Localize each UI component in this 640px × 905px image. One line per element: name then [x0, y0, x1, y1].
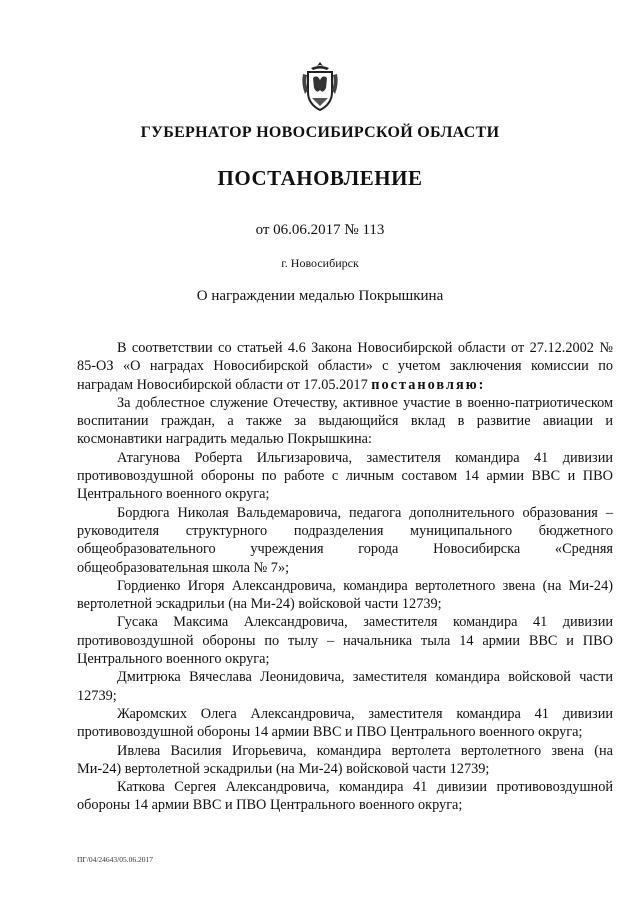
preamble-paragraph	[77, 339, 613, 394]
awardee-paragraph: Гордиенко Игоря Александровича, командира вертолетного звена (на Ми-24) вертолетной эскадрильи (на Ми-24) войсковой части 12739;	[77, 577, 613, 613]
awardee-paragraph: Каткова Сергея Александровича, командира 41 дивизии противовоздушной обороны 14 армии ВВС и ПВО Центрального военного округа;	[77, 779, 613, 814]
awardee-paragraph: Дмитрюка Вячеслава Леонидовича, заместителя командира войсковой части 12739;	[77, 669, 613, 704]
awardee-paragraph: Атагунова Роберта Ильгизаровича, заместителя командира 41 дивизии противовоздушной обороны по работе с личным составом 14 армии ВВС и ПВО Центрального военного округа;	[77, 449, 613, 503]
awardee-paragraph: Гусака Максима Александровича, заместителя командира 41 дивизии противовоздушной обороны по тылу – начальника тыла 14 армии ВВС и ПВО Центрального военного округа;	[77, 614, 613, 668]
awardee-paragraph: Ивлева Василия Игорьевича, командира вертолета вертолетного звена (на Ми-24) вертолетной эскадрильи (на Ми-24) войсковой части 12739;	[77, 742, 613, 777]
decree-word: постановляю:	[371, 376, 486, 393]
preamble-text: В соответствии со статьей 4.6 Закона Новосибирской области от 27.12.2002 № 85-ОЗ «О наградах Новосибирской области» с учетом заключения комиссии по наградам Новосибирской области от 17.05.2017	[77, 340, 613, 393]
date-number-line: от 06.06.2017 № 113	[255, 222, 385, 238]
intro-paragraph: За доблестное служение Отечеству, активное участие в военно-патриотическом воспитании граждан, а также за выдающийся вклад в развитие авиации и космонавтики наградить медалью Покрышкина:	[77, 394, 613, 448]
awardee-paragraph: Жаромских Олега Александровича, заместителя командира 41 дивизии противовоздушной обороны 14 армии ВВС и ПВО Центрального военного округа;	[77, 705, 613, 741]
document-type-title: ПОСТАНОВЛЕНИЕ	[217, 166, 423, 190]
document-body	[77, 339, 613, 815]
document-subject: О награждении медалью Покрышкина	[196, 288, 444, 304]
authority-title: ГУБЕРНАТОР НОВОСИБИРСКОЙ ОБЛАСТИ	[140, 124, 500, 141]
novosibirsk-coat-of-arms-icon	[299, 60, 341, 112]
city-line: г. Новосибирск	[281, 256, 359, 270]
document-code-footer: ПГ/04/24643/05.06.2017	[77, 855, 154, 864]
awardee-paragraph: Бордюга Николая Вальдемаровича, педагога дополнительного образования – руководителя структурного подразделения муниципального бюджетного общеобразовательного учреждения города Новосибирска «Средняя общеобразовательная школа № 7»;	[77, 504, 613, 576]
